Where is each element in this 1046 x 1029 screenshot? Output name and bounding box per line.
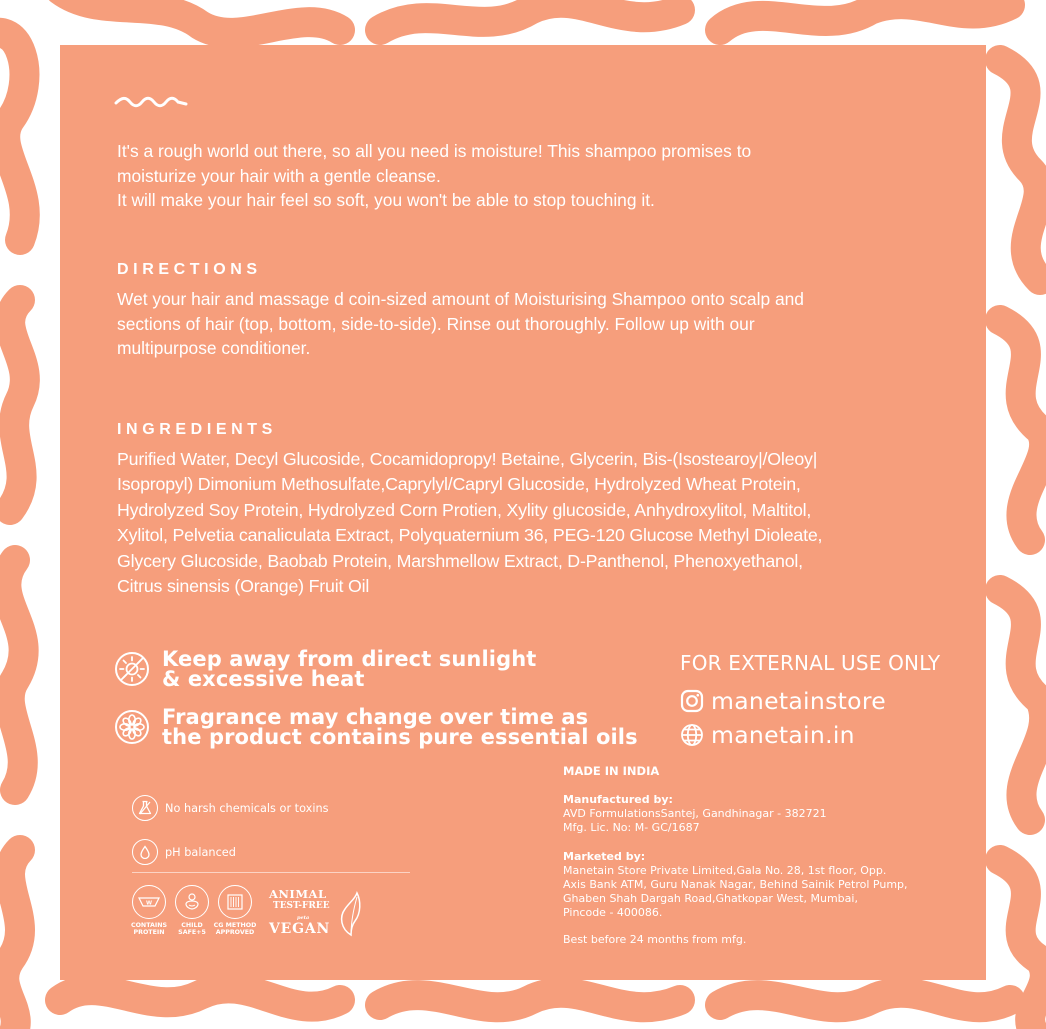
badge-label-line: SAFE+5	[178, 929, 206, 936]
manufacturer-line: Mfg. Lic. No: M- GC/1687	[563, 821, 700, 834]
marketer-line: Manetain Store Private Limited,Gala No. 28, 1st floor, Opp.	[563, 864, 887, 877]
ingredients-line: Purified Water, Decyl Glucoside, Cocamidopropy! Betaine, Glycerin, Bis-(Isostearoy|/Oleoy|	[117, 449, 818, 469]
website-link[interactable]	[680, 721, 855, 749]
no-sun-icon	[114, 651, 150, 687]
badge-label-line: CG METHOD	[213, 922, 257, 929]
website-url-text: manetain.in	[711, 721, 855, 749]
marketer-line: Axis Bank ATM, Guru Nanak Nagar, Behind Sainik Petrol Pump,	[563, 878, 908, 891]
marketer-line: Ghaben Shah Dargah Road,Ghatkopar West, Mumbai,	[563, 892, 858, 905]
vegan-badge-line: VEGAN	[269, 921, 331, 937]
external-use-notice: FOR EXTERNAL USE ONLY	[680, 651, 941, 675]
made-in-india: MADE IN INDIA	[563, 764, 660, 778]
warning-line: Fragrance may change over time as	[162, 705, 589, 729]
protein-icon	[132, 885, 166, 919]
badge-cg-method	[213, 885, 257, 936]
warning-line: & excessive heat	[162, 667, 365, 691]
directions-heading: DIRECTIONS	[117, 261, 262, 278]
warning-fragrance	[114, 707, 638, 747]
globe-icon	[680, 723, 704, 747]
flower-icon	[114, 709, 150, 745]
ingredients-line: Citrus sinensis (Orange) Fruit Oil	[117, 576, 370, 597]
animal-test-free-vegan-badge	[267, 887, 367, 939]
badge-label-line: PROTEIN	[133, 929, 165, 936]
warning-text	[162, 649, 536, 689]
ingredients-line: Hydrolyzed Soy Protein, Hydrolyzed Corn Protien, Xylity glucoside, Anhydroxylitol, Maltitol,	[117, 499, 812, 520]
warning-sunlight	[114, 649, 536, 689]
ingredients-line: Isopropyl) Dimonium Methosulfate,Caprylyl/Capryl Glucoside, Hydrolyzed Wheat Protein,	[117, 474, 801, 495]
warning-line: Keep away from direct sunlight	[162, 647, 537, 671]
manufacturer-line: AVD FormulationsSantej, Gandhinagar - 382721	[563, 807, 827, 820]
vegan-badge-line: TEST-FREE	[273, 901, 330, 911]
svg-text:W: W	[145, 900, 153, 907]
instagram-icon	[680, 689, 704, 713]
intro-line: moisturize your hair with a gentle cleanse.	[117, 165, 441, 186]
claim-text: No harsh chemicals or toxins	[165, 801, 329, 815]
ingredients-line: Glycery Glucoside, Baobab Protein, Marshmellow Extract, D-Panthenol, Phenoxyethanol,	[117, 550, 803, 571]
marketer-line: Pincode - 400086.	[563, 906, 663, 919]
label-panel	[60, 45, 986, 980]
claim-text: pH balanced	[165, 845, 236, 859]
drop-icon	[132, 839, 158, 865]
ingredients-heading: INGREDIENTS	[117, 421, 277, 438]
directions-line: sections of hair (top, bottom, side-to-side). Rinse out thoroughly. Follow up with our	[117, 313, 755, 334]
warning-text	[162, 707, 638, 747]
wave-icon	[114, 95, 188, 109]
best-before: Best before 24 months from mfg.	[563, 933, 747, 946]
directions-line: multipurpose conditioner.	[117, 338, 311, 359]
cg-method-icon	[218, 885, 252, 919]
badge-child-safe	[170, 885, 214, 936]
badge-label-line: APPROVED	[215, 929, 255, 936]
bunny-leaf-icon	[337, 891, 363, 937]
manufacturer-info	[563, 793, 973, 835]
badge-label	[127, 922, 171, 936]
badge-label	[170, 922, 214, 936]
directions-line: Wet your hair and massage d coin-sized amount of Moisturising Shampoo onto scalp and	[117, 289, 804, 309]
ingredients-line: Xylitol, Pelvetia canaliculata Extract, Polyquaternium 36, PEG-120 Glucose Methyl Dioleate,	[117, 525, 823, 546]
intro-line: It will make your hair feel so soft, you won't be able to stop touching it.	[117, 190, 655, 211]
badge-label	[213, 922, 257, 936]
ingredients-list	[117, 447, 917, 599]
badge-label-line: CHILD	[181, 922, 203, 929]
manufacturer-label: Manufactured by:	[563, 793, 673, 806]
marketer-info	[563, 850, 973, 920]
instagram-handle[interactable]	[680, 687, 886, 715]
intro-text	[117, 139, 877, 213]
vegan-badge-line: ANIMAL	[269, 887, 327, 901]
badge-contains-protein	[127, 885, 171, 936]
badge-label-line: CONTAINS	[130, 922, 168, 929]
flask-icon	[132, 795, 158, 821]
claim-ph-balanced	[132, 839, 236, 865]
warning-line: the product contains pure essential oils	[162, 725, 638, 749]
child-safe-icon	[175, 885, 209, 919]
claim-no-chemicals	[132, 795, 329, 821]
intro-line: It's a rough world out there, so all you need is moisture! This shampoo promises to	[117, 141, 752, 161]
marketer-label: Marketed by:	[563, 850, 646, 863]
vegan-badge-line: peta	[297, 915, 310, 921]
instagram-handle-text: manetainstore	[711, 687, 887, 715]
directions-text	[117, 287, 907, 361]
divider	[132, 872, 410, 873]
